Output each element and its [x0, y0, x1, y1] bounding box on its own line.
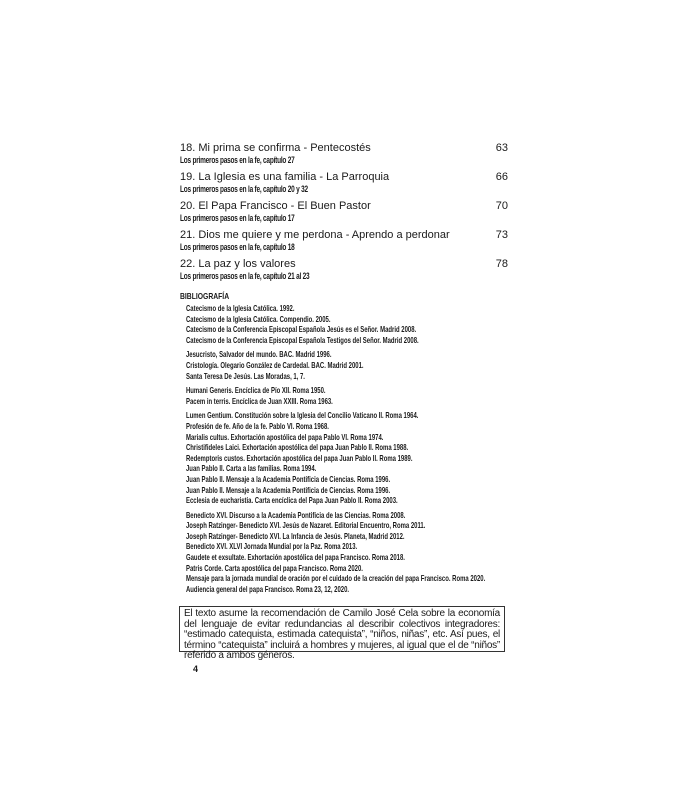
bibliography-item: Joseph Ratzinger- Benedicto XVI. Jesús de Nazaret. Editorial Encuentro, Roma 2011.	[186, 520, 426, 531]
bibliography-item: Christifideles Laici. Exhortación apostólica del papa Juan Pablo II. Roma 1988.	[186, 442, 409, 453]
bibliography-item: Audiencia general del papa Francisco. Roma 23, 12, 2020.	[186, 583, 350, 594]
toc-entry	[180, 171, 508, 195]
bibliography-item: Benedicto XVI. XLVI Jornada Mundial por la Paz. Roma 2013.	[186, 541, 358, 552]
bibliography-item: Pacem in terris. Encíclica de Juan XXIII. Roma 1963.	[186, 395, 333, 406]
bibliography-group	[186, 510, 526, 595]
toc-entry-page: 66	[495, 171, 508, 183]
bibliography-item: Ecclesia de eucharistia. Carta encíclica del Papa Juan Pablo II. Roma 2003.	[186, 495, 398, 506]
bibliography-item: Benedicto XVI. Discurso a la Academia Pontificia de las Ciencias. Roma 2008.	[186, 509, 406, 520]
toc-entry-page: 63	[495, 142, 508, 154]
toc-entry-title: 18. Mi prima se confirma - Pentecostés	[180, 142, 371, 154]
bibliography-item: Catecismo de la Iglesia Católica. Compendio. 2005.	[186, 313, 331, 324]
table-of-contents	[180, 142, 508, 287]
toc-entry-source: Los primeros pasos en la fe, capítulo 20 y 32	[180, 184, 308, 194]
note-text: El texto asume la recomendación de Camilo José Cela sobre la economía del lenguaje de evitar redundancias al describir colectivos integradores: “estimado catequista, estimada catequista”, “niños, niñas”, etc. Así pues, el término “catequista” incluirá a hombres y mujeres, al igual que el de “niños” referido a ambos géneros.	[184, 608, 500, 661]
bibliography-item: Santa Teresa De Jesús. Las Moradas, 1, 7.	[186, 370, 305, 381]
toc-entry	[180, 142, 508, 166]
toc-entry-title: 20. El Papa Francisco - El Buen Pastor	[180, 200, 371, 212]
bibliography-item: Marialis cultus. Exhortación apostólica del papa Pablo VI. Roma 1974.	[186, 431, 384, 442]
toc-line	[180, 142, 508, 155]
toc-entry	[180, 258, 508, 282]
toc-entry-source: Los primeros pasos en la fe, capítulo 21 al 23	[180, 271, 310, 281]
bibliography-group	[186, 303, 526, 345]
bibliography-group	[186, 385, 526, 406]
toc-entry-source: Los primeros pasos en la fe, capítulo 17	[180, 213, 295, 223]
bibliography-group	[186, 410, 526, 505]
toc-entry-title: 21. Dios me quiere y me perdona - Aprendo a perdonar	[180, 229, 450, 241]
bibliography-item: Cristología. Olegario González de Cardedal. BAC. Madrid 2001.	[186, 359, 364, 370]
bibliography-item: Catecismo de la Conferencia Episcopal Española Jesús es el Señor. Madrid 2008.	[186, 324, 417, 335]
bibliography-heading: BIBLIOGRAFÍA	[180, 291, 230, 301]
toc-entry	[180, 229, 508, 253]
bibliography-item: Redemptoris custos. Exhortación apostólica del papa Juan Pablo II. Roma 1989.	[186, 452, 413, 463]
toc-line	[180, 258, 508, 271]
bibliography-item: Juan Pablo II. Carta a las familias. Roma 1994.	[186, 463, 317, 474]
toc-entry-page: 78	[495, 258, 508, 270]
bibliography-item: Catecismo de la Conferencia Episcopal Española Testigos del Señor. Madrid 2008.	[186, 334, 419, 345]
bibliography-group	[186, 349, 526, 381]
bibliography-item: Mensaje para la jornada mundial de oración por el cuidado de la creación del papa Francisco. Roma 2020.	[186, 573, 486, 584]
note-box	[179, 606, 505, 661]
toc-line	[180, 200, 508, 213]
toc-line	[180, 229, 508, 242]
toc-entry-title: 19. La Iglesia es una familia - La Parroquia	[180, 171, 390, 183]
page-number: 4	[193, 664, 199, 674]
bibliography-item: Joseph Ratzinger- Benedicto XVI. La Infancia de Jesús. Planeta, Madrid 2012.	[186, 530, 405, 541]
bibliography-list	[186, 303, 526, 598]
toc-line	[180, 171, 508, 184]
bibliography-item: Patris Corde. Carta apostólica del papa Francisco. Roma 2020.	[186, 562, 363, 573]
toc-entry-page: 73	[495, 229, 508, 241]
toc-entry-source: Los primeros pasos en la fe, capítulo 18	[180, 242, 295, 252]
bibliography-item: Catecismo de la Iglesia Católica. 1992.	[186, 303, 295, 313]
toc-entry	[180, 200, 508, 224]
toc-entry-title: 22. La paz y los valores	[180, 258, 296, 270]
toc-entry-page: 70	[495, 200, 508, 212]
bibliography-item: Profesión de fe. Año de la fe. Pablo VI. Roma 1968.	[186, 420, 329, 431]
bibliography-item: Lumen Gentium. Constitución sobre la Iglesia del Concilio Vaticano II. Roma 1964.	[186, 410, 419, 421]
bibliography-item: Jesucristo, Salvador del mundo. BAC. Madrid 1996.	[186, 349, 332, 360]
bibliography-item: Humani Generis. Encíclica de Pío XII. Roma 1950.	[186, 385, 326, 396]
toc-entry-source: Los primeros pasos en la fe, capítulo 27	[180, 155, 295, 165]
bibliography-item: Gaudete et exsultate. Exhortación apostólica del papa Francisco. Roma 2018.	[186, 552, 405, 563]
bibliography-item: Juan Pablo II. Mensaje a la Academia Pontificia de Ciencias. Roma 1996.	[186, 484, 391, 495]
bibliography-item: Juan Pablo II. Mensaje a la Academia Pontificia de Ciencias. Roma 1996.	[186, 473, 391, 484]
